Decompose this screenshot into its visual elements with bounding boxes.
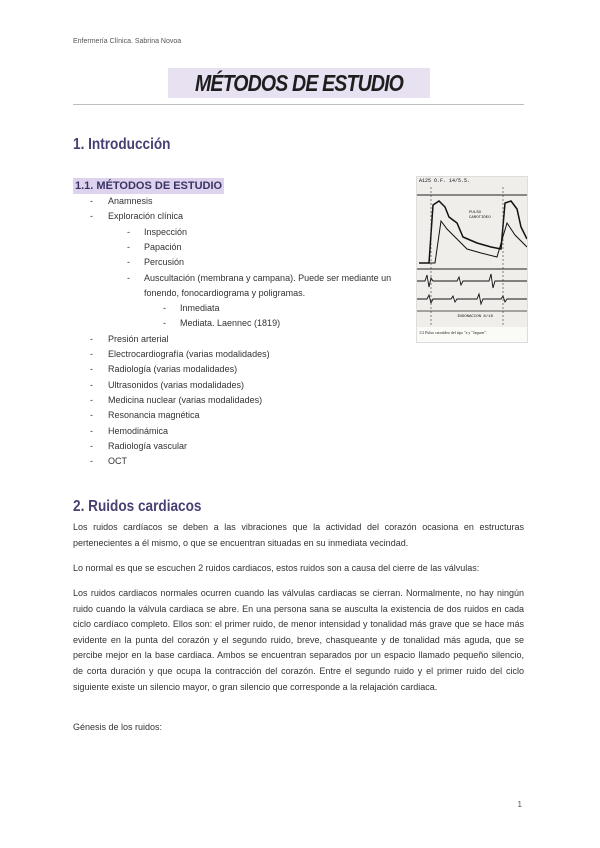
paragraph: Los ruidos cardíacos se deben a las vibraciones que la actividad del corazón ocasiona en estructuras pertenecientes a él mismo, o que se encuentran situadas en su inmediata vecindad. [73,522,524,548]
paragraph: Los ruidos cardiacos normales ocurren cuando las válvulas cardiacas se cierran. Normalmente, no hay ningún ruido cuando la válvula cardiaca se abre. En una persona sana se ausculta la existencia de dos ruidos en cada ciclo cardíaco completo. Ellos son: el primer ruido, de menor intensidad y tonalidad más grave que se hace más evidente en la punta del corazón y el segundo ruido, breve, chasqueante y de tonalidad más aguda, que se percibe mejor en la base cardiaca. Ambos se encuentran separados por un espacio llamado pequeño silencio, de corta duración y que ocupa la contracción del corazón. Entre el segundo ruido y el primer ruido del ciclo siguiente existe un silencio mayor, o gran silencio que corresponde a la relajación cardiaca. [73,588,524,692]
section-heading-introduccion: 1. Introducción [73,136,171,153]
page-number: 1 [517,800,522,809]
figure-label-pulse: PULSO CAROTIDEO [469,211,491,220]
page-header: Enfermería Clínica. Sabrina Novoa [73,38,182,45]
paragraph: Génesis de los ruidos: [73,722,163,732]
subsection-heading-metodos: 1.1. MÉTODOS DE ESTUDIO [75,180,223,192]
section-heading-ruidos: 2. Ruidos cardiacos [73,498,202,515]
paragraph: Lo normal es que se escuchen 2 ruidos cardiacos, estos ruidos son a causa del cierre de las válvulas: [73,563,480,573]
title-divider [73,104,524,105]
figure-caption: 1/2 Pulso carotídeo del tipo "a y "Jaquen". [419,330,487,335]
title-highlight [168,68,430,98]
carotid-pulse-figure [416,176,528,343]
figure-label-bottom: INSONACION 8/10 [457,315,494,319]
page-title: MÉTODOS DE ESTUDIO [194,70,404,96]
figure-label-top: A125 O.F. 14/5.5. [419,178,471,184]
